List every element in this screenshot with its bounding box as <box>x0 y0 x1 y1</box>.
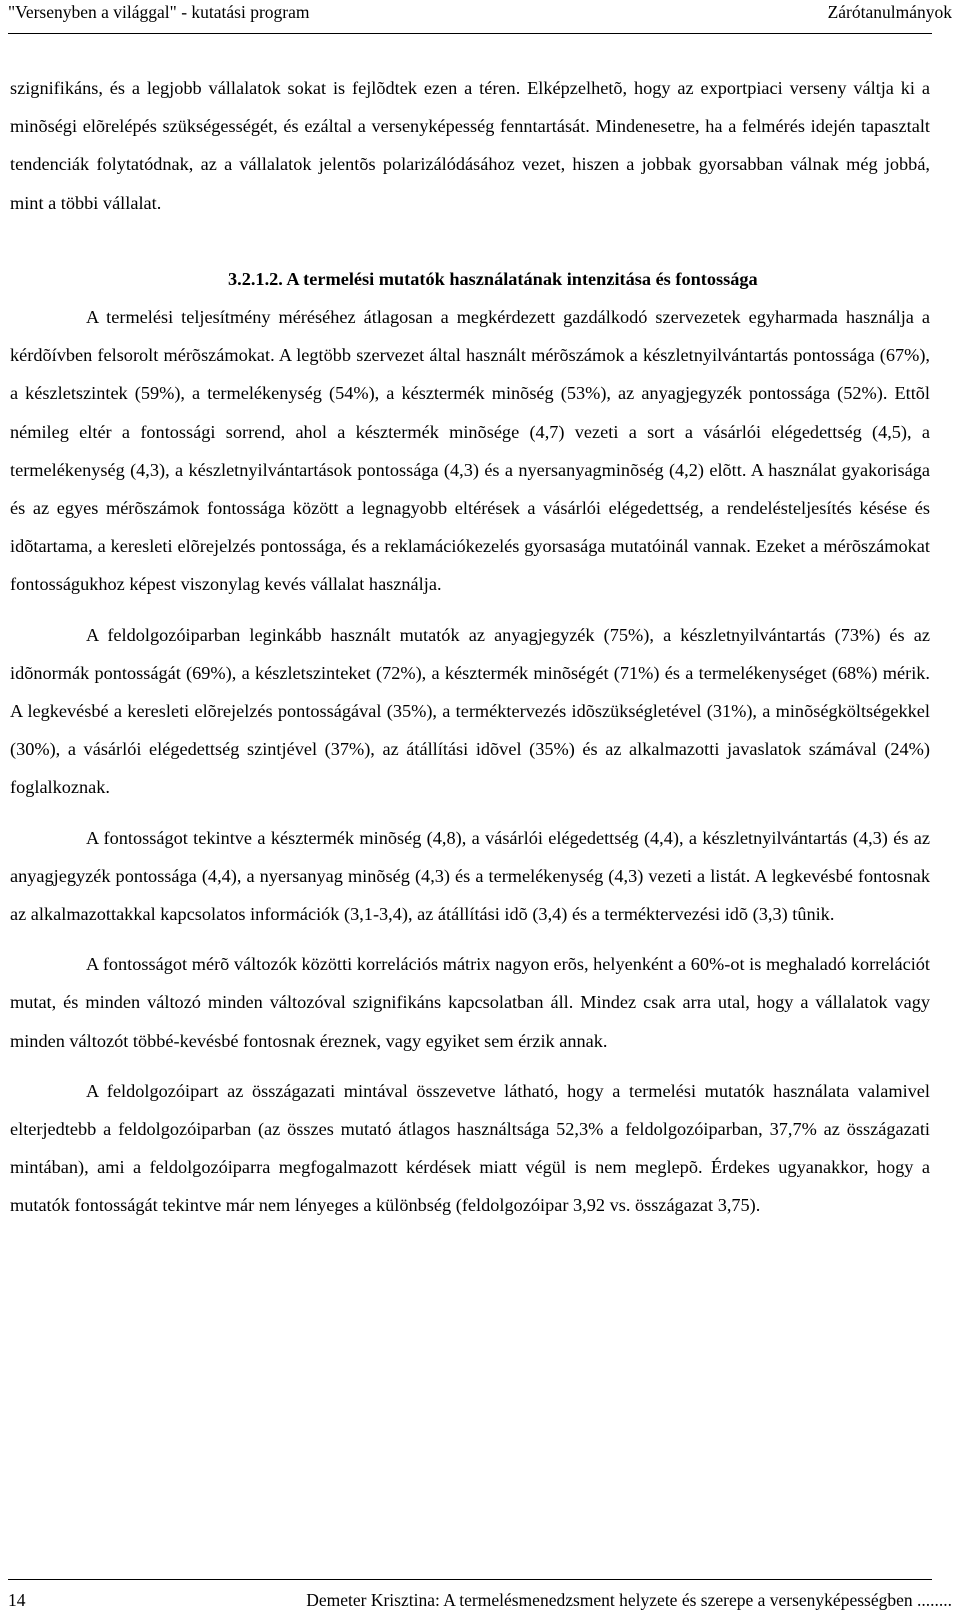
paragraph-2: A termelési teljesítmény méréséhez átlagosan a megkérdezett gazdálkodó szervezetek egyharmada használja a kérdõívben felsorolt mérõszámokat. A legtöbb szervezet által használt mérõszámok a készletnyilvántartás pontossága (67%), a készletszintek (59%), a termelékenység (54%), a késztermék minõség (53%), az anyagjegyzék pontossága (52%). Ettõl némileg eltér a fontossági sorrend, ahol a késztermék minõsége (4,7) vezeti a sort a vásárlói elégedettség (4,5), a termelékenység (4,3), a készletnyilvántartások pontossága (4,3) és a nyersanyagminõség (4,2) elõtt. A használat gyakorisága és az egyes mérõszámok fontossága között a legnagyobb eltérések a vásárlói elégedettség, a rendelésteljesítés késése és idõtartama, a keresleti elõrejelzés pontossága, és a reklamációkezelés gyorsasága mutatóinál vannak. Ezeket a mérõszámokat fontosságukhoz képest viszonylag kevés vállalat használja. <box>10 307 930 595</box>
paragraph-4: A fontosságot tekintve a késztermék minõség (4,8), a vásárlói elégedettség (4,4), a készletnyilvántartás (4,3) és az anyagjegyzék pontossága (4,4), a nyersanyag minõség (4,3) és a termelékenység (4,3) vezeti a listát. A legkevésbé fontosnak az alkalmazottakkal kapcsolatos információk (3,1-3,4), az átállítási idõ (3,4) és a terméktervezési idõ (3,3) tûnik. <box>10 827 930 925</box>
header-divider <box>8 33 932 34</box>
footer-divider <box>8 1579 932 1580</box>
page-header <box>8 0 952 30</box>
paragraph-1: szignifikáns, és a legjobb vállalatok sokat is fejlõdtek ezen a téren. Elképzelhetõ, hogy az exportpiaci verseny váltja ki a minõségi elõrelépés szükségességét, és ezáltal a versenyképesség fenntartását. Mindenesetre, ha a felmérés idején tapasztalt tendenciák folytatódnak, az a vállalatok jelentõs polarizálódásához vezet, hiszen a jobbak gyorsabban válnak még jobbá, mint a többi vállalat. <box>10 78 930 213</box>
page-footer <box>8 1586 952 1614</box>
paragraph-6: A feldolgozóipart az összágazati mintával összevetve látható, hogy a termelési mutatók használata valamivel elterjedtebb a feldolgozóiparban (az összes mutató átlagos használtsága 52,3% a feldolgozóiparban, 37,7% az összágazati mintában), ami a feldolgozóiparra megfogalmazott kérdések miatt végül is nem meglepõ. Érdekes ugyanakkor, hogy a mutatók fontosságát tekintve már nem lényeges a különbség (feldolgozóipar 3,92 vs. összágazat 3,75). <box>10 1080 930 1216</box>
section-heading: 3.2.1.2. A termelési mutatók használatának intenzitása és fontossága <box>228 268 758 289</box>
header-left-title: "Versenyben a világgal" - kutatási program <box>8 2 310 22</box>
paragraph-5: A fontosságot mérõ változók közötti korrelációs mátrix nagyon erõs, helyenként a 60%-ot is meghaladó korrelációt mutat, és minden változó minden változóval szignifikáns kapcsolatban áll. Mindez csak arra utal, hogy a vállalatok vagy minden változót többé-kevésbé fontosnak éreznek, vagy egyiket sem érzik annak. <box>10 954 930 1051</box>
paragraph-3: A feldolgozóiparban leginkább használt mutatók az anyagjegyzék (75%), a készletnyilvántartás (73%) és az idõnormák pontosságát (69%), a készletszinteket (72%), a késztermék minõségét (71%) és a termelékenységet (68%) mérik. A legkevésbé a keresleti elõrejelzés pontosságával (35%), a terméktervezés idõszükségletével (31%), a minõségköltségekkel (30%), a vásárlói elégedettség szintjével (37%), az átállítási idõvel (35%) és az alkalmazotti javaslatok számával (24%) foglalkoznak. <box>10 624 930 798</box>
footer-title: Demeter Krisztina: A termelésmenedzsment helyzete és szerepe a versenyképességben ........ <box>306 1589 952 1610</box>
header-right-title: Zárótanulmányok <box>827 2 952 22</box>
page-number: 14 <box>8 1589 26 1610</box>
document-body <box>10 69 930 1225</box>
